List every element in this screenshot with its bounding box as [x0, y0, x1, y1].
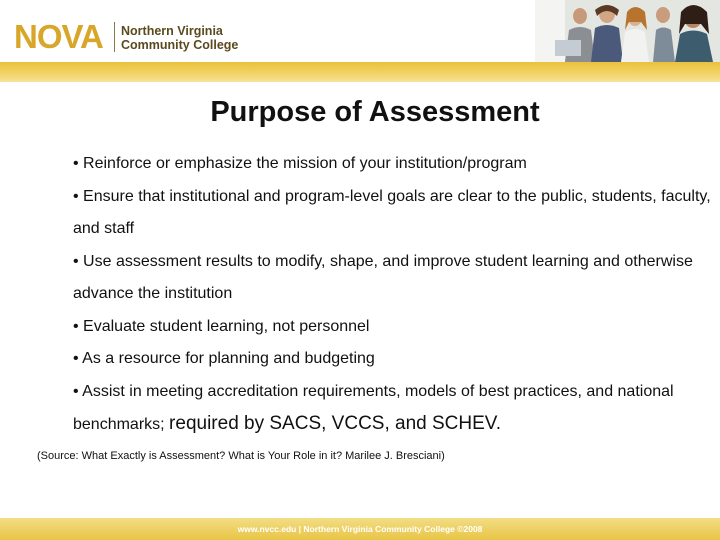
- bullet-item-accreditation: [73, 376, 713, 442]
- bullet-item: • As a resource for planning and budgeting: [73, 350, 375, 367]
- logo-divider: [114, 22, 115, 52]
- bullet-item: • Evaluate student learning, not personnel: [73, 317, 370, 335]
- students-photo: [535, 0, 720, 62]
- logo-nova: NOVA: [14, 18, 103, 55]
- bullet-list: [73, 148, 713, 442]
- slide-title: Purpose of Assessment: [210, 96, 540, 128]
- header: [0, 0, 720, 62]
- source-citation: (Source: What Exactly is Assessment? What is Your Role in it? Marilee J. Bresciani): [37, 450, 445, 462]
- bullet-item-main-text: • Assist in meeting accreditation requirements, models of best practices, and national benchmarks;: [73, 382, 674, 433]
- students-photo-image: [535, 0, 720, 62]
- header-gold-bar: [0, 62, 720, 82]
- logo-college-name: [121, 24, 238, 52]
- bullet-item: • Ensure that institutional and program-level goals are clear to the public, students, faculty, and staff: [73, 187, 711, 237]
- logo-line-1: Northern Virginia: [121, 24, 223, 38]
- footer-text: www.nvcc.edu | Northern Virginia Community College ©2008: [237, 524, 483, 534]
- bullet-item-emphasis-text: required by SACS, VCCS, and SCHEV.: [169, 413, 501, 434]
- bullet-item: • Reinforce or emphasize the mission of your institution/program: [73, 155, 527, 172]
- logo-line-2: Community College: [121, 38, 239, 52]
- bullet-item: • Use assessment results to modify, shape, and improve student learning and otherwise advance the institution: [73, 252, 693, 302]
